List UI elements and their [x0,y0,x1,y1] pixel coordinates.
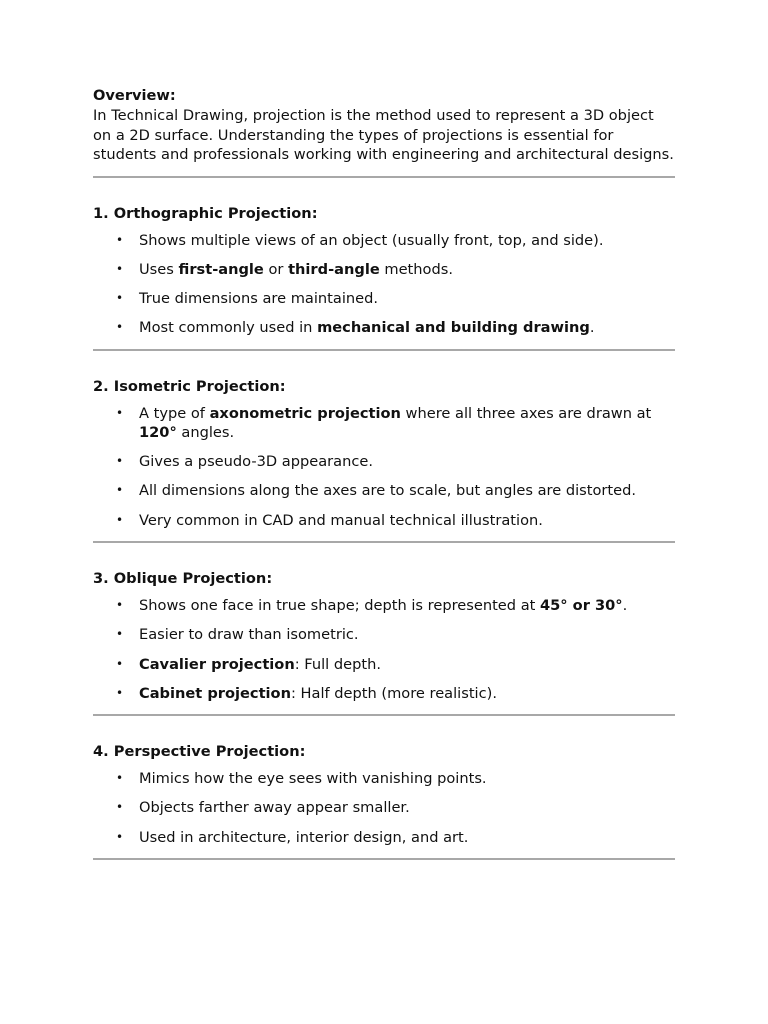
item-text: methods. [379,260,453,278]
bullet-icon: • [116,829,124,844]
bold-text: axonometric projection [209,404,401,422]
bold-text: Cabinet projection [139,684,291,702]
list-item [93,260,675,280]
list-item [93,596,675,616]
bullet-icon: • [116,656,124,671]
section-title: 1. Orthographic Projection: [93,204,318,222]
list-item [93,769,675,789]
item-text: : Full depth. [294,655,381,673]
list-item [93,231,675,251]
bullet-icon: • [116,405,124,420]
bullet-icon: • [116,320,124,335]
item-text: : Half depth (more realistic). [290,684,497,702]
bullet-icon: • [116,232,124,247]
item-text: Most commonly used in [139,319,318,337]
bullet-icon: • [116,800,124,815]
bullet-icon: • [116,290,124,305]
bullet-list [93,404,675,531]
list-item [93,684,675,704]
sections-container [93,204,675,861]
list-item [93,625,675,645]
section-title: 4. Perspective Projection: [93,743,306,761]
item-text: Uses [139,260,179,278]
overview-text: In Technical Drawing, projection is the method used to represent a 3D object on a 2D surface. Understanding the types of projections is essential for students and professionals working with engineering and architectural designs. [93,107,674,163]
bullet-icon: • [116,512,124,527]
bold-text: first-angle [178,260,264,278]
bullet-icon: • [116,598,124,613]
list-item [93,655,675,675]
item-text: Gives a pseudo-3D appearance. [139,453,374,471]
bold-text: Cavalier projection [139,655,295,673]
item-text: Mimics how the eye sees with vanishing points. [139,770,487,788]
bold-text: 120° [139,424,177,442]
bullet-list [93,596,675,703]
bullet-icon: • [116,483,124,498]
item-text: Shows one face in true shape; depth is represented at [139,597,540,615]
item-text: Very common in CAD and manual technical illustration. [139,511,543,529]
section-divider [93,349,675,351]
list-item [93,511,675,531]
item-text: A type of [139,404,210,422]
item-text: True dimensions are maintained. [139,289,379,307]
bold-text: 45° or 30° [540,597,623,615]
list-item [93,318,675,338]
bullet-icon: • [116,627,124,642]
list-item [93,452,675,472]
bold-text: third-angle [288,260,380,278]
list-item [93,798,675,818]
bullet-list [93,231,675,338]
bullet-icon: • [116,261,124,276]
item-text: Objects farther away appear smaller. [139,799,410,817]
bold-text: mechanical and building drawing [317,319,590,337]
item-text: . [589,319,595,337]
list-item [93,828,675,848]
section-title: 2. Isometric Projection: [93,377,286,395]
overview-heading: Overview: [93,87,176,104]
bullet-icon: • [116,685,124,700]
item-text: Shows multiple views of an object (usually front, top, and side). [139,231,604,249]
document-page [93,86,675,860]
item-text: . [622,597,628,615]
item-text: or [263,260,289,278]
bullet-icon: • [116,771,124,786]
item-text: Used in architecture, interior design, and art. [139,828,469,846]
section-title: 3. Oblique Projection: [93,570,273,588]
section-divider [93,858,675,860]
list-item [93,404,675,443]
item-text: All dimensions along the axes are to scale, but angles are distorted. [139,482,637,500]
bullet-list [93,769,675,847]
list-item [93,289,675,309]
section-divider [93,714,675,716]
item-text: angles. [176,424,235,442]
item-text: where all three axes are drawn at [400,404,652,422]
section-divider [93,541,675,543]
list-item [93,481,675,501]
bullet-icon: • [116,454,124,469]
item-text: Easier to draw than isometric. [139,626,359,644]
section-divider [93,176,675,178]
